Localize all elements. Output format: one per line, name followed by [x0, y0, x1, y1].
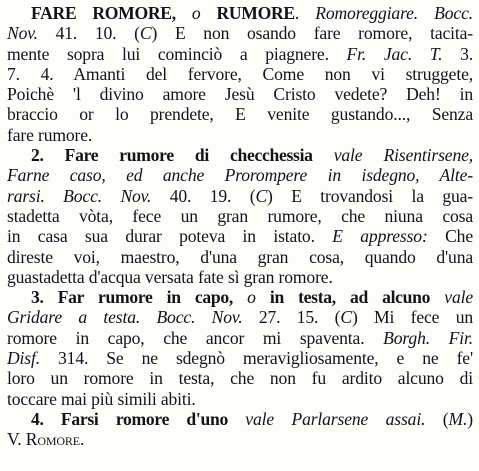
entry-text-line: [7, 64, 473, 84]
text-run: 41. 10. (: [37, 23, 140, 44]
entry-text-line: [7, 389, 473, 409]
bold-text-run: 3. Far rumore in capo,: [31, 287, 248, 308]
text-run: fare rumore.: [7, 124, 93, 145]
bold-text-run: RUMORE: [200, 3, 295, 23]
italic-text-run: o: [191, 3, 201, 23]
sense-2-heading-line: [7, 145, 473, 165]
italic-text-run: vale Risentirsene,: [333, 145, 474, 166]
text-run: loro un romore in testa, che non fu ardito alcuno di: [7, 368, 473, 389]
italic-text-run: vale Parlarsene assai.: [245, 408, 426, 429]
entry-text-line: [7, 226, 473, 246]
entry-text-line: [7, 368, 473, 388]
text-run: 314. Se ne sdegnò meravigliosamente, e ne fe': [39, 348, 473, 369]
italic-text-run: Farne caso, ed anche Prorompere in isdegno, Alte-: [7, 165, 473, 186]
text-run: 40. 19. (: [151, 185, 256, 206]
italic-text-run: Borgh. Fir.: [383, 327, 473, 348]
italic-text-run: C: [139, 23, 152, 44]
italic-text-run: Gridare a testa. Bocc. Nov.: [7, 307, 243, 328]
entry-text-line: [7, 267, 473, 287]
cross-reference-line: [7, 429, 473, 449]
text-run: ) Mi fece un: [351, 307, 474, 328]
entry-text-line: [7, 165, 473, 185]
entry-text-line: [7, 328, 473, 348]
entry-text-line: [7, 247, 473, 267]
italic-text-run: E appresso:: [332, 226, 428, 247]
italic-text-run: M.: [448, 408, 468, 429]
bold-text-run: 4. Farsi romore d'uno: [31, 408, 246, 429]
text-run: (: [425, 408, 449, 429]
italic-text-run: Nov.: [7, 23, 38, 44]
bold-text-run: in testa, ad alcuno: [255, 287, 445, 308]
text-run: guastadetta d'acqua versata fate sì gran romore.: [7, 266, 333, 287]
entry-text-line: [7, 125, 473, 145]
entry-heading-line: [7, 3, 473, 23]
italic-text-run: Romoreggiare. Bocc.: [315, 3, 473, 23]
text-run: ): [467, 408, 474, 429]
small-caps-text-run: Romore.: [25, 429, 85, 450]
text-run: toccare mai più simili abiti.: [7, 388, 196, 409]
text-run: ) E trovandosi la gua-: [267, 185, 473, 206]
entry-text-line: [7, 104, 473, 124]
entry-text-line: [7, 307, 473, 327]
italic-text-run: Fr. Jac. T.: [346, 43, 443, 64]
text-run: in casa sua durar poteva in istato.: [7, 226, 333, 247]
text-run: V.: [7, 429, 26, 450]
italic-text-run: Disf.: [7, 348, 40, 369]
text-run: stadetta vòta, fece un gran rumore, che niuna cosa: [7, 205, 473, 226]
italic-text-run: vale: [444, 287, 473, 308]
text-run: Poichè 'l divino amore Jesù Cristo vedete? Deh! in: [7, 84, 473, 105]
entry-text-line: [7, 44, 473, 64]
text-run: romore in capo, che ancor mi spaventa.: [7, 327, 384, 348]
entry-text-line: [7, 348, 473, 368]
entry-text-line: [7, 23, 473, 43]
text-run: direste voi, maestro, d'una gran cosa, quando d'una: [7, 246, 473, 267]
text-run: .: [294, 3, 316, 23]
entry-text-line: [7, 84, 473, 104]
sense-4-heading-line: [7, 409, 473, 429]
italic-text-run: C: [340, 307, 352, 328]
text-run: ) E non osando fare romore, tacita-: [151, 23, 473, 44]
italic-text-run: o: [247, 287, 256, 308]
sense-3-heading-line: [7, 287, 473, 307]
italic-text-run: rarsi. Bocc. Nov.: [7, 185, 152, 206]
entry-text-line: [7, 206, 473, 226]
text-run: braccio or lo prendete, E venite gustando..., Senza: [7, 104, 473, 125]
italic-text-run: C: [255, 185, 268, 206]
bold-text-run: 2. Fare rumore di checchessia: [31, 145, 334, 166]
text-run: Che: [427, 226, 473, 247]
text-run: mente sopra lui cominciò a piagnere.: [7, 43, 347, 64]
text-run: 27. 15. (: [242, 307, 341, 328]
text-run: 3.: [442, 43, 473, 64]
entry-text-line: [7, 186, 473, 206]
bold-text-run: FARE ROMORE,: [31, 3, 192, 23]
text-run: 7. 4. Amanti del fervore, Come non vi struggete,: [7, 63, 473, 84]
